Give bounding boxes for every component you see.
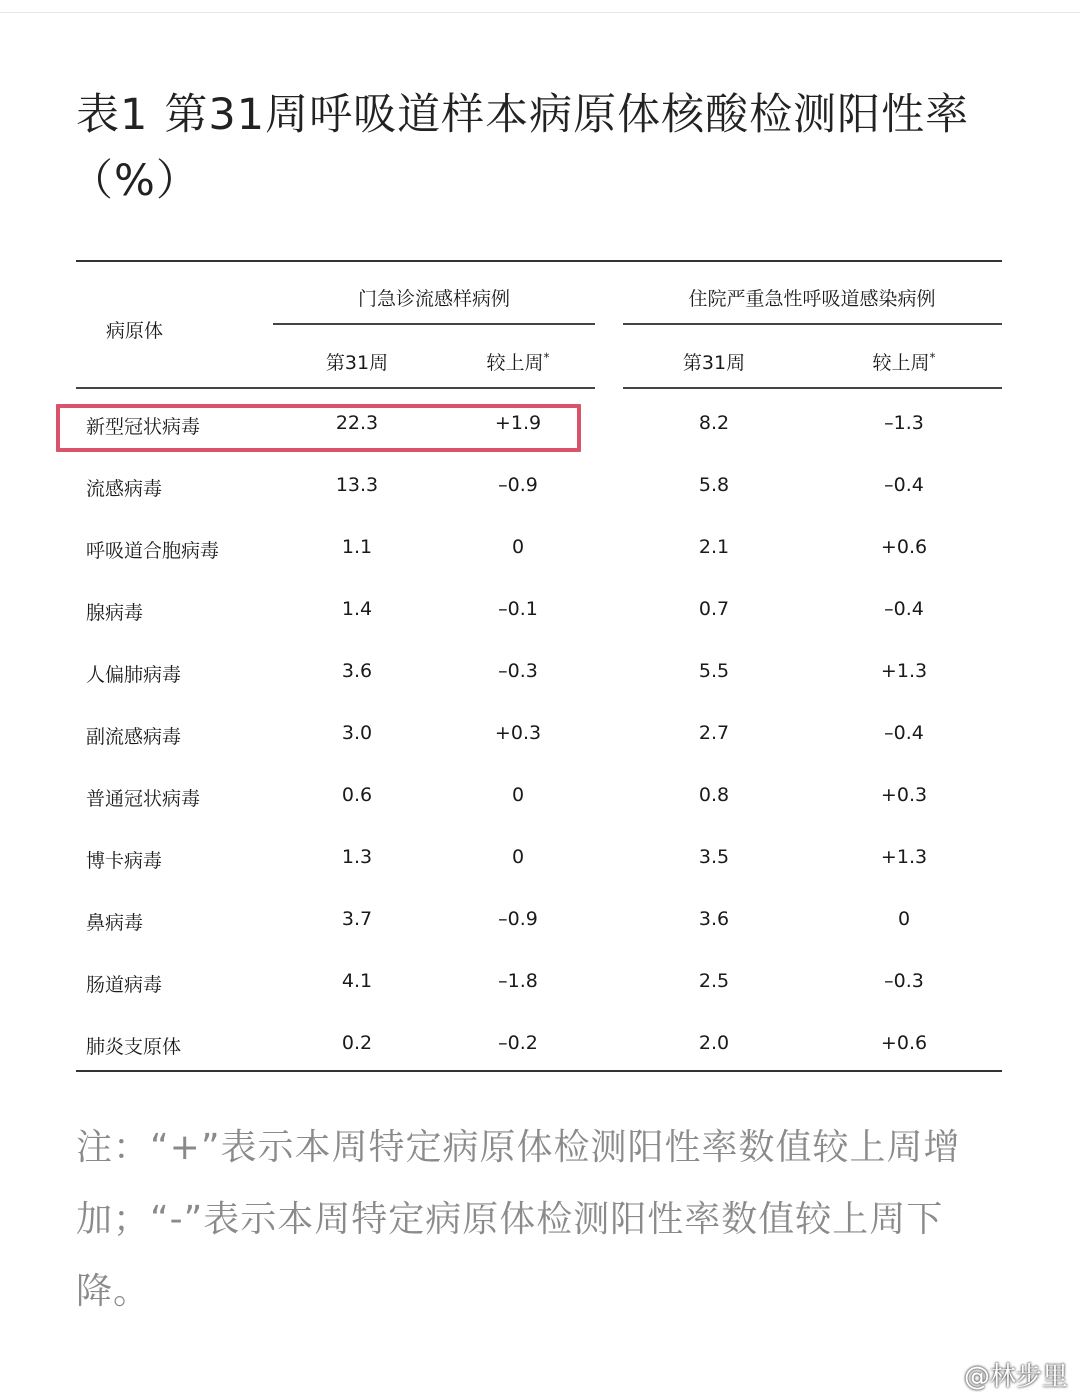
sari-week-value: 2.0	[698, 1032, 730, 1054]
ili-week-value: 22.3	[335, 412, 379, 434]
watermark	[920, 1356, 1068, 1393]
ili-week-value: 3.6	[341, 660, 373, 682]
header-group-sari: 住院严重急性呼吸道感染病例	[688, 288, 936, 310]
table-title	[70, 82, 1016, 214]
header-sari-week: 第31周	[682, 352, 746, 374]
ili-change-value: +1.9	[494, 412, 542, 434]
ili-change-value: +0.3	[494, 722, 542, 744]
sari-week-value: 8.2	[698, 412, 730, 434]
ili-change-value: –1.8	[498, 970, 538, 992]
sari-week-value: 2.7	[698, 722, 730, 744]
header-ili-change: 较上周*	[486, 350, 550, 374]
ili-change-value: –0.1	[498, 598, 538, 620]
pathogen-name: 副流感病毒	[86, 726, 182, 748]
ili-week-value: 1.1	[341, 536, 373, 558]
highlight-box	[56, 404, 581, 452]
sari-change-value: –0.4	[884, 598, 924, 620]
sari-week-value: 5.5	[698, 660, 730, 682]
pathogen-name: 人偏肺病毒	[86, 664, 182, 686]
sari-week-value: 3.6	[698, 908, 730, 930]
header-sari-change: 较上周*	[872, 350, 936, 374]
sari-week-value: 3.5	[698, 846, 730, 868]
ili-week-value: 3.7	[341, 908, 373, 930]
pathogen-name: 流感病毒	[86, 478, 163, 500]
table-bottom-rule	[76, 1070, 1002, 1072]
header-bottom-rule-left	[76, 387, 595, 389]
ili-week-value: 0.6	[341, 784, 373, 806]
header-bottom-rule-right	[623, 387, 1002, 389]
header-group-ili: 门急诊流感样病例	[357, 288, 511, 310]
sari-change-value: –1.3	[884, 412, 924, 434]
ili-week-value: 1.4	[341, 598, 373, 620]
watermark-text: @林步里	[963, 1362, 1068, 1392]
sari-week-value: 2.1	[698, 536, 730, 558]
ili-week-value: 13.3	[335, 474, 379, 496]
sari-change-value: +0.3	[880, 784, 928, 806]
pathogen-name: 呼吸道合胞病毒	[86, 540, 220, 562]
title-main: 第31周呼吸道样本病原体核酸检测阳性率	[164, 90, 970, 140]
title-unit: （%）	[70, 156, 200, 206]
pathogen-name: 肺炎支原体	[86, 1036, 182, 1058]
sari-week-value: 0.7	[698, 598, 730, 620]
sari-change-value: +1.3	[880, 846, 928, 868]
pathogen-name: 新型冠状病毒	[86, 416, 201, 438]
sari-change-value: –0.4	[884, 722, 924, 744]
weibo-icon	[920, 1360, 958, 1390]
pathogen-name: 博卡病毒	[86, 850, 163, 872]
ili-change-value: –0.9	[498, 474, 538, 496]
pathogen-name: 普通冠状病毒	[86, 788, 201, 810]
sari-change-value: 0	[897, 908, 911, 930]
title-prefix: 表1	[76, 90, 149, 140]
pathogen-name: 肠道病毒	[86, 974, 163, 996]
ili-change-value: 0	[511, 846, 525, 868]
pathogen-name: 腺病毒	[86, 602, 144, 624]
ili-change-value: –0.3	[498, 660, 538, 682]
ili-change-value: 0	[511, 536, 525, 558]
ili-change-value: –0.9	[498, 908, 538, 930]
group2-rule	[623, 323, 1002, 325]
top-divider	[0, 12, 1080, 13]
header-ili-week: 第31周	[325, 352, 389, 374]
pathogen-name: 鼻病毒	[86, 912, 144, 934]
sari-change-value: –0.4	[884, 474, 924, 496]
ili-week-value: 1.3	[341, 846, 373, 868]
sari-change-value: +0.6	[880, 1032, 928, 1054]
sari-week-value: 2.5	[698, 970, 730, 992]
sari-change-value: +0.6	[880, 536, 928, 558]
header-pathogen: 病原体	[106, 320, 164, 342]
ili-week-value: 0.2	[341, 1032, 373, 1054]
ili-week-value: 4.1	[341, 970, 373, 992]
sari-change-value: –0.3	[884, 970, 924, 992]
sari-week-value: 5.8	[698, 474, 730, 496]
table-top-rule	[76, 260, 1002, 262]
ili-change-value: 0	[511, 784, 525, 806]
ili-week-value: 3.0	[341, 722, 373, 744]
group1-rule	[273, 323, 595, 325]
ili-change-value: –0.2	[498, 1032, 538, 1054]
sari-change-value: +1.3	[880, 660, 928, 682]
footnote: 注：“+”表示本周特定病原体检测阳性率数值较上周增加；“-”表示本周特定病原体检测阳性率数值较上周下降。	[76, 1127, 961, 1312]
sari-week-value: 0.8	[698, 784, 730, 806]
